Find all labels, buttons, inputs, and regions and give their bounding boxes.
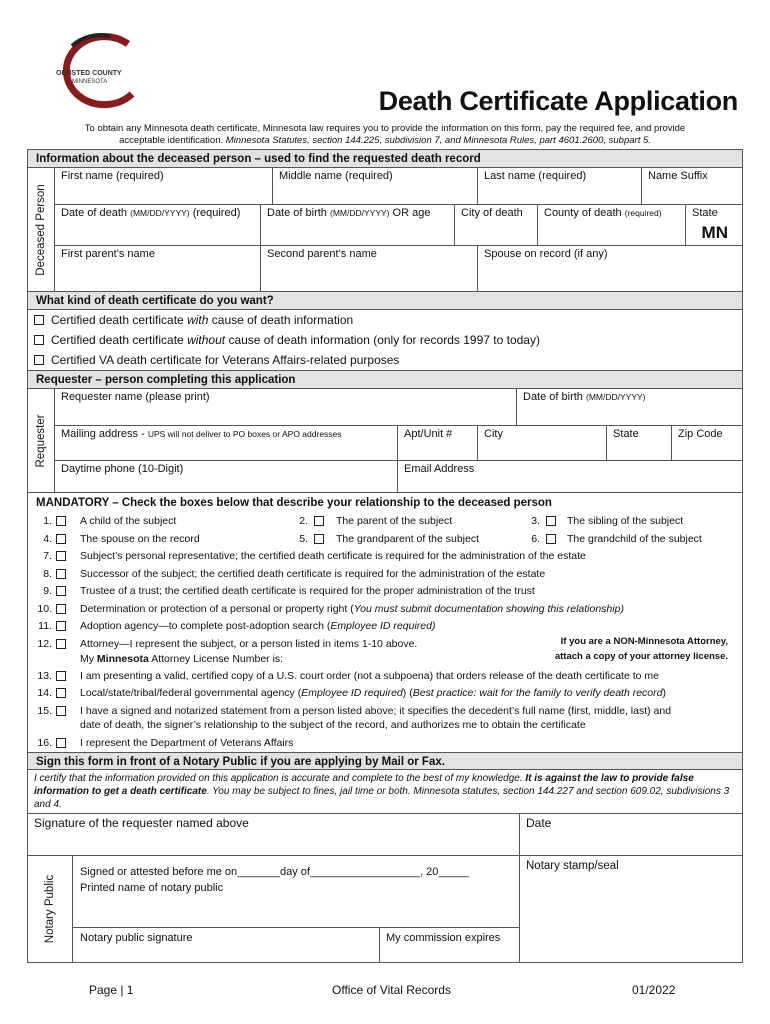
checkbox-property-right[interactable] — [56, 604, 66, 614]
relationship-list — [28, 511, 742, 752]
requester-header: Requester – person completing this application — [28, 371, 742, 389]
certification-text: I certify that the information provided on this application is accurate and complete to the best of my knowledge. It is against the law to provide false information to get a death certificate. You may be subject to fines, jail time or both. Minnesota statutes, section 144.227 and section 609.02, subdivisions 3 and 4. — [28, 770, 742, 814]
county-of-death-field[interactable]: County of death (required) — [538, 205, 686, 245]
date-of-birth-field[interactable]: Date of birth (MM/DD/YYYY) OR age — [261, 205, 455, 245]
option-without-cause[interactable]: Certified death certificate without cause of death information (only for records 1997 to today) — [28, 330, 742, 350]
deceased-header: Information about the deceased person – used to find the requested death record — [28, 150, 742, 168]
item-number: 7. — [43, 550, 52, 562]
checkbox[interactable] — [34, 355, 44, 365]
second-parent-field[interactable]: Second parent’s name — [261, 246, 478, 291]
item-number: 6. — [531, 532, 540, 545]
item-number: 5. — [299, 532, 308, 545]
page-title: Death Certificate Application — [378, 86, 738, 116]
state-value: MN — [701, 223, 728, 242]
checkbox-gov-agency[interactable] — [56, 688, 66, 698]
deceased-side-label: Deceased Person — [28, 168, 55, 291]
email-field[interactable]: Email Address — [404, 463, 475, 475]
requester-dob-field[interactable]: Date of birth (MM/DD/YYYY) — [523, 391, 646, 403]
intro-line-2a: acceptable identification. — [119, 135, 224, 146]
option-with-cause[interactable]: Certified death certificate with cause of death information — [28, 310, 742, 330]
option-notarized-statement: I have a signed and notarized statement from a person listed above; it specifies the decedent’s full name (first, middle, last) and — [80, 704, 672, 717]
date-of-death-field[interactable]: Date of death (MM/DD/YYYY) (required) — [55, 205, 261, 245]
item-number: 2. — [299, 515, 308, 527]
checkbox-personal-rep[interactable] — [56, 551, 66, 561]
option-sibling: The sibling of the subject — [567, 515, 684, 527]
footer-page-number: Page | 1 — [89, 983, 134, 997]
checkbox-sibling[interactable] — [546, 516, 556, 526]
city-field[interactable]: City — [478, 426, 607, 460]
option-grandchild: The grandchild of the subject — [567, 532, 702, 545]
first-parent-field[interactable]: First parent’s name — [55, 246, 261, 291]
name-suffix-field[interactable]: Name Suffix — [648, 170, 708, 182]
zip-code-field[interactable]: Zip Code — [678, 428, 723, 440]
option-trustee: Trustee of a trust; the certified death certificate is required for the proper administration of the trust — [80, 585, 535, 597]
option-veterans-affairs: I represent the Department of Veterans Affairs — [80, 736, 294, 749]
option-property-right: Determination or protection of a personal or property right (You must submit documentation showing this relationship) — [80, 602, 624, 615]
item-number: 9. — [43, 585, 52, 597]
notary-stamp-area[interactable]: Notary stamp/seal — [526, 860, 619, 872]
item-number: 1. — [43, 515, 52, 527]
option-adoption-agency: Adoption agency—to complete post-adoption search (Employee ID required) — [80, 620, 436, 632]
checkbox-grandparent[interactable] — [314, 534, 324, 544]
middle-name-field[interactable]: Middle name (required) — [273, 168, 478, 204]
first-name-field[interactable]: First name (required) — [55, 168, 273, 204]
city-of-death-field[interactable]: City of death — [455, 205, 538, 245]
item-number: 15. — [37, 704, 52, 717]
notary-signature-field[interactable]: Notary public signature — [73, 928, 380, 962]
printed-name-notary[interactable]: Printed name of notary public — [80, 882, 224, 894]
checkbox-successor[interactable] — [56, 569, 66, 579]
requester-side-label: Requester — [28, 389, 55, 492]
checkbox-notarized-statement[interactable] — [56, 706, 66, 716]
mailing-address-field[interactable]: Mailing address - UPS will not deliver to PO boxes or APO addresses — [55, 426, 398, 460]
certificate-kind-header: What kind of death certificate do you want? — [28, 292, 742, 310]
item-number: 4. — [43, 532, 52, 545]
checkbox-parent[interactable] — [314, 516, 324, 526]
option-successor: Successor of the subject; the certified death certificate is required for the administration of the estate — [80, 567, 546, 580]
logo-text-state: MINNESOTA — [72, 79, 108, 85]
state-of-death-field: State MN — [692, 207, 728, 242]
commission-expires-field[interactable]: My commission expires — [386, 932, 501, 944]
option-personal-rep: Subject’s personal representative; the certified death certificate is required for the administration of the estate — [80, 550, 586, 562]
intro-statute: Minnesota Statutes, section 144.225, subdivision 7, and Minnesota Rules, part 4601.2600, subpart 5. — [225, 135, 651, 146]
attorney-license-line: My Minnesota Attorney License Number is: — [80, 652, 284, 665]
spouse-field[interactable]: Spouse on record (if any) — [484, 248, 608, 260]
item-number: 3. — [531, 515, 540, 527]
checkbox[interactable] — [34, 335, 44, 345]
mandatory-header: MANDATORY – Check the boxes below that describe your relationship to the deceased person — [28, 495, 742, 511]
checkbox-grandchild[interactable] — [546, 534, 556, 544]
item-number: 13. — [37, 669, 52, 682]
option-grandparent: The grandparent of the subject — [336, 532, 480, 545]
checkbox-spouse[interactable] — [56, 534, 66, 544]
intro-line-1: To obtain any Minnesota death certificate, Minnesota law requires you to provide the information on this form, pay the required fee, and provide — [84, 123, 686, 134]
item-number: 10. — [37, 602, 52, 615]
sign-header: Sign this form in front of a Notary Public if you are applying by Mail or Fax. — [28, 752, 742, 770]
notary-section — [28, 856, 742, 962]
requester-name-field[interactable]: Requester name (please print) — [55, 389, 517, 425]
footer-date: 01/2022 — [632, 983, 676, 997]
deceased-section — [28, 168, 742, 292]
option-parent: The parent of the subject — [336, 515, 453, 527]
item-number: 8. — [43, 567, 52, 580]
signature-date-field[interactable]: Date — [526, 816, 552, 830]
item-number: 11. — [38, 620, 52, 632]
intro-text — [30, 123, 740, 147]
checkbox-adoption-agency[interactable] — [56, 621, 66, 631]
checkbox-trustee[interactable] — [56, 586, 66, 596]
option-court-order: I am presenting a valid, certified copy of a U.S. court order (not a subpoena) that orders release of the death certificate to me — [80, 669, 659, 682]
notary-side-label: Notary Public — [28, 856, 73, 962]
option-va[interactable]: Certified VA death certificate for Veterans Affairs-related purposes — [28, 350, 742, 370]
state-field[interactable]: State — [607, 426, 672, 460]
checkbox-court-order[interactable] — [56, 671, 66, 681]
option-child: A child of the subject — [80, 515, 177, 527]
certificate-kind-section — [28, 310, 742, 371]
requester-section — [28, 389, 742, 493]
checkbox-attorney[interactable] — [56, 639, 66, 649]
option-spouse: The spouse on the record — [80, 532, 200, 545]
option-attorney: Attorney—I represent the subject, or a person listed in items 1-10 above. — [80, 637, 418, 650]
non-mn-attorney-note: If you are a NON-Minnesota Attorney, attach a copy of your attorney license. — [554, 635, 728, 662]
last-name-field[interactable]: Last name (required) — [478, 168, 642, 204]
option-gov-agency: Local/state/tribal/federal governmental agency (Employee ID required) (Best practice: wait for the family to verify death record) — [80, 687, 666, 699]
item-number: 14. — [37, 687, 52, 699]
footer-office: Office of Vital Records — [332, 983, 451, 997]
apt-unit-field[interactable]: Apt/Unit # — [398, 426, 478, 460]
item-number: 12. — [37, 637, 52, 650]
application-form — [27, 149, 743, 963]
attestation-block — [73, 856, 519, 928]
option-notarized-statement-cont: date of death, the signer’s relationship to the subject of the record, and authorizes me to obtain the certificate — [80, 718, 586, 731]
requester-signature-field[interactable]: Signature of the requester named above — [28, 814, 520, 855]
item-number: 16. — [37, 736, 52, 749]
daytime-phone-field[interactable]: Daytime phone (10-Digit) — [55, 461, 398, 492]
checkbox-veterans-affairs[interactable] — [56, 738, 66, 748]
attestation-line[interactable]: Signed or attested before me on_______day of__________________, 20_____ — [80, 866, 470, 878]
checkbox[interactable] — [34, 315, 44, 325]
logo-text-county: OLMSTED COUNTY — [56, 70, 122, 77]
checkbox-child[interactable] — [56, 516, 66, 526]
